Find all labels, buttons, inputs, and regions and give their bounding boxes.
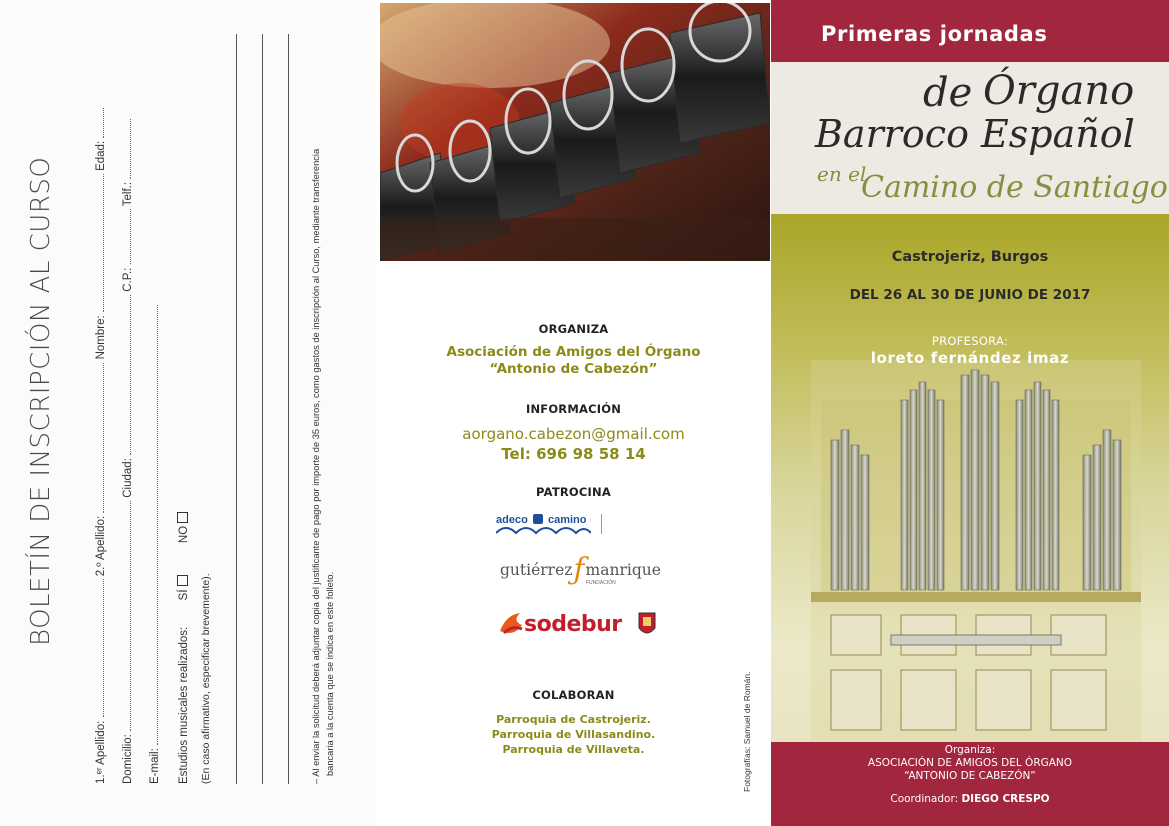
cp-label: C.P.: xyxy=(122,267,134,292)
logo-divider xyxy=(601,514,602,534)
registration-form-rotated xyxy=(0,0,376,826)
adeco-text: adeco xyxy=(496,514,528,526)
organiza-label: ORGANIZA xyxy=(538,322,609,336)
email-field[interactable] xyxy=(147,305,158,745)
sodebur-logo xyxy=(498,608,668,642)
nombre-label: Nombre: xyxy=(95,315,107,360)
ciudad-label: Ciudad: xyxy=(122,458,134,498)
footer-coord-label: Coordinador: xyxy=(890,793,959,805)
adeco-camino-logo xyxy=(496,508,671,538)
parroquia-item: Parroquia de Villasandino. xyxy=(491,728,656,741)
cover-title-top: Primeras jornadas xyxy=(821,22,1048,46)
cover-place xyxy=(771,246,1169,265)
cover-prof-name-text: loreto fernández imaz xyxy=(870,349,1070,367)
si-label: SÍ xyxy=(178,589,190,601)
no-checkbox[interactable] xyxy=(177,512,188,523)
blank-line-2[interactable] xyxy=(262,34,263,784)
payment-note-line2: bancaria a la cuenta que se indica en este folleto. xyxy=(325,571,335,776)
domicilio-label: Domicilio: xyxy=(122,734,134,784)
organ-pipes-photo xyxy=(380,3,770,261)
parroquia-item: Parroquia de Villaveta. xyxy=(502,743,645,756)
script-barroco-espanol: Barroco Español xyxy=(815,112,1135,156)
sodebur-flame-icon xyxy=(498,611,524,637)
cover-prof-name xyxy=(771,348,1169,367)
patrocina-section xyxy=(376,485,771,499)
edad-label: Edad: xyxy=(95,140,107,171)
script-de: de xyxy=(923,70,973,116)
organiza-name-line2: “Antonio de Cabezón” xyxy=(489,361,658,377)
form-row-email xyxy=(147,305,161,784)
cover-place-text: Castrojeriz, Burgos xyxy=(891,249,1049,265)
fundacion-text: FUNDACIÓN xyxy=(586,580,616,586)
email-label: E-mail: xyxy=(149,748,161,784)
informacion-section xyxy=(376,402,771,464)
studies-note: (En caso afirmativo, especificar brevemente). xyxy=(200,573,212,784)
registration-form-panel xyxy=(0,0,376,826)
bridge-icon xyxy=(496,523,591,535)
script-en-el: en el xyxy=(817,162,867,186)
camino-text: camino xyxy=(547,514,587,526)
colaboran-section xyxy=(376,688,771,757)
blank-line-3[interactable] xyxy=(288,34,289,784)
footer-org-line1: ASOCIACIÓN DE AMIGOS DEL ÓRGANO xyxy=(867,757,1073,769)
apellido1-field[interactable] xyxy=(93,580,104,718)
parroquia-item: Parroquia de Castrojeriz. xyxy=(496,713,651,726)
footer-organiza-label: Organiza: xyxy=(944,744,996,756)
cover-dates xyxy=(771,284,1169,303)
script-camino: Camino de Santiago xyxy=(861,170,1168,205)
apellido2-label: 2.º Apellido: xyxy=(95,515,107,577)
manrique-text: manrique xyxy=(585,561,661,579)
payment-note-line1: – Al enviar la solicitud deberá adjuntar copia del justificante de pago por importe de 35 euros, como gastos de inscripción al Curso, mediante transferencia xyxy=(311,148,321,784)
ciudad-field[interactable] xyxy=(120,295,131,455)
blank-line-1[interactable] xyxy=(236,34,237,784)
cover-prof-label-text: PROFESORA: xyxy=(931,334,1009,348)
footer-org-line2: “ANTONIO DE CABEZÓN” xyxy=(904,770,1036,782)
burgos-crest-icon xyxy=(638,610,656,638)
informacion-label: INFORMACIÓN xyxy=(525,402,622,416)
info-panel xyxy=(376,0,771,826)
photo-credit-text: Fotografías: Samuel de Román. xyxy=(742,671,752,792)
domicilio-field[interactable] xyxy=(120,501,131,731)
cover-panel xyxy=(771,0,1169,826)
f-mark-icon: ƒ xyxy=(573,552,585,587)
contact-phone: Tel: 696 98 58 14 xyxy=(501,445,646,463)
nombre-field[interactable] xyxy=(93,174,104,312)
edad-field[interactable] xyxy=(93,108,104,138)
telf-field[interactable] xyxy=(120,119,131,179)
studies-label: Estudios musicales realizados: xyxy=(178,626,190,784)
form-row-studies xyxy=(177,512,190,784)
cover-dates-text: DEL 26 AL 30 DE JUNIO DE 2017 xyxy=(849,287,1091,303)
footer-coordinator xyxy=(771,793,1169,806)
telf-label: Telf.: xyxy=(122,181,134,207)
colaboran-label: COLABORAN xyxy=(532,688,615,702)
cover-prof-label xyxy=(771,330,1169,349)
organiza-name-line1: Asociación de Amigos del Órgano xyxy=(446,344,701,360)
cover-footer xyxy=(771,744,1169,806)
patrocina-label: PATROCINA xyxy=(536,485,611,499)
gutierrez-manrique-logo xyxy=(500,548,660,588)
form-title: BOLETÍN DE INSCRIPCIÓN AL CURSO xyxy=(26,156,56,646)
photo-credit xyxy=(738,662,758,792)
organiza-section xyxy=(376,322,771,378)
footer-coord-name: DIEGO CRESPO xyxy=(961,793,1050,805)
form-row-address xyxy=(120,119,134,784)
sodebur-text: sodebur xyxy=(524,612,622,637)
si-checkbox[interactable] xyxy=(177,575,188,586)
apellido2-field[interactable] xyxy=(93,363,104,513)
apellido1-label: 1.ᵉʳ Apellido: xyxy=(95,720,107,784)
gutierrez-text: gutiérrez xyxy=(500,561,573,579)
cp-field[interactable] xyxy=(120,209,131,264)
no-label: NO xyxy=(178,525,190,544)
form-row-names xyxy=(93,108,107,784)
contact-email-link[interactable]: aorgano.cabezon@gmail.com xyxy=(462,425,685,443)
script-organo: Órgano xyxy=(983,68,1135,114)
organ-facade-image xyxy=(811,360,1141,745)
